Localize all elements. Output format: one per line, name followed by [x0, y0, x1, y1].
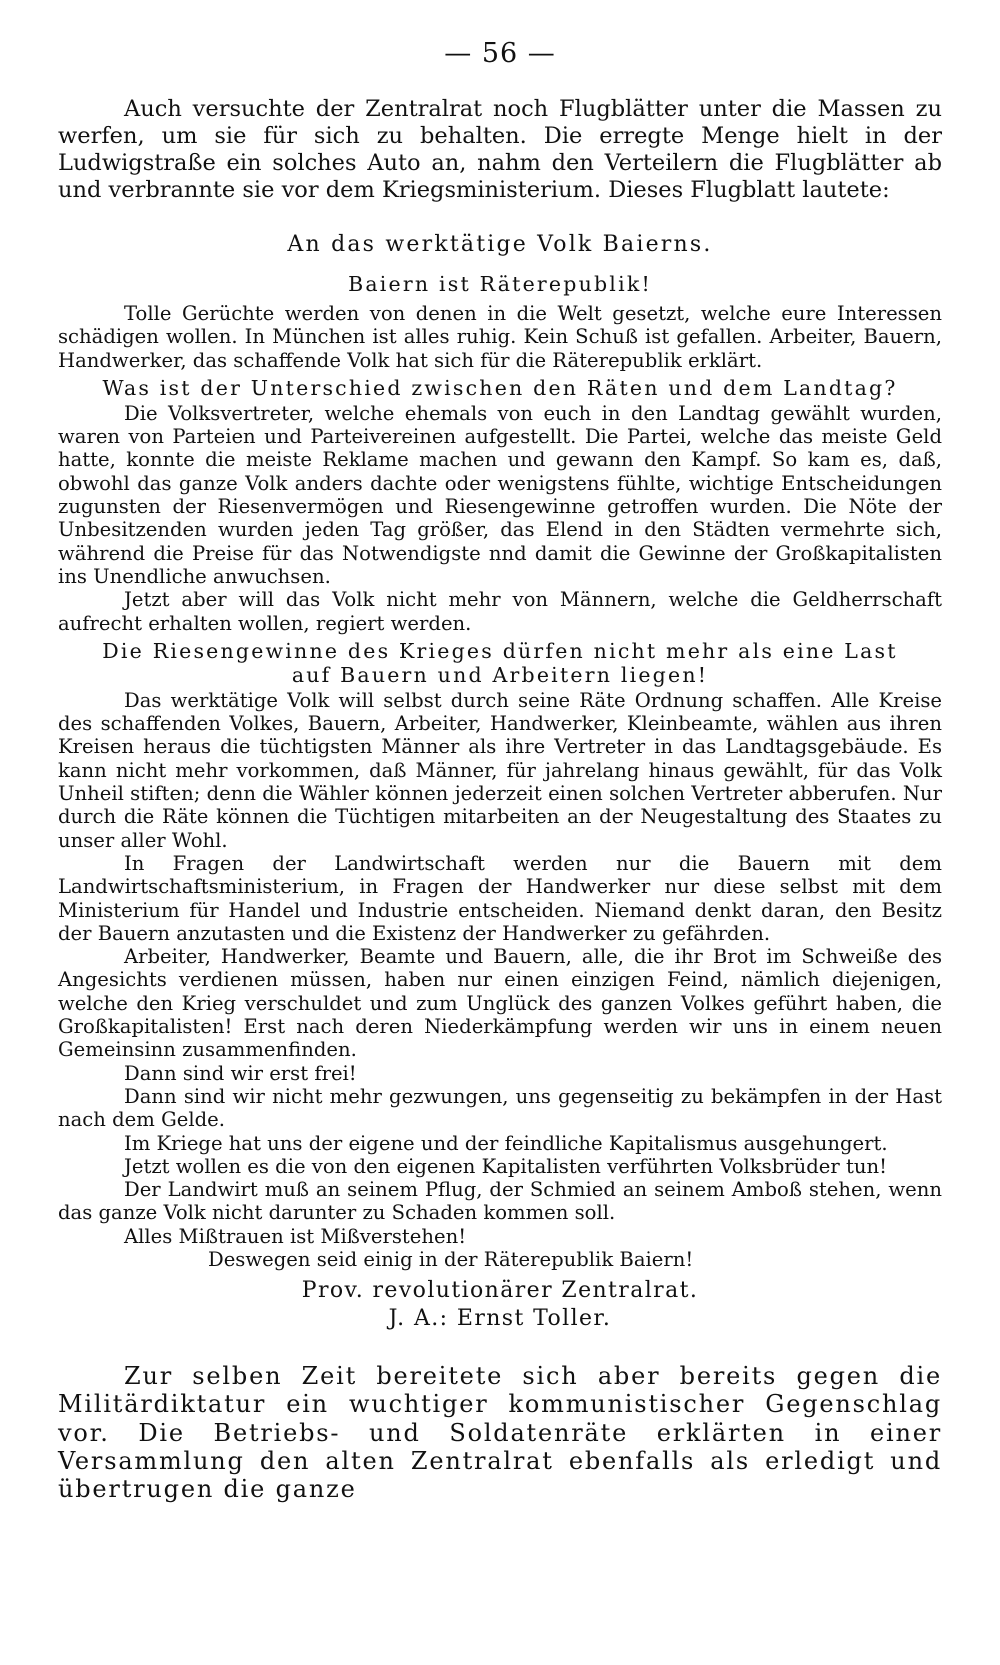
- closing-text: Zur selben Zeit bereitete sich aber bereits gegen die Militärdiktatur ein wuchtiger kommunistischer Gegenschlag vor. Die Betriebs- und Soldatenräte erklärten in einer Versammlung den alten Zentralrat ebenfalls als erledigt und übertrugen die ganze: [58, 1362, 942, 1504]
- leaflet-line-7: Deswegen seid einig in der Räterepublik Baiern!: [208, 1247, 694, 1271]
- leaflet-line-2: Dann sind wir nicht mehr gezwungen, uns gegenseitig zu bekämpfen in der Hast nach dem Gelde.: [58, 1084, 942, 1132]
- leaflet-line-3: Im Kriege hat uns der eigene und der feindliche Kapitalismus ausgehungert.: [124, 1131, 888, 1155]
- leaflet-line-4: Jetzt wollen es die von den eigenen Kapitalisten verführten Volksbrüder tun!: [124, 1154, 887, 1178]
- leaflet-paragraph-5: In Fragen der Landwirtschaft werden nur die Bauern mit dem Landwirtschaftsministerium, in Fragen der Handwerker nur diese selbst mit dem Ministerium für Handel und Industrie entscheiden. Niemand denkt daran, den Besitz der Bauern anzutasten und die Existenz der Handwerker zu gefährden.: [58, 851, 942, 945]
- leaflet-slogan-line-1: Die Riesengewinne des Krieges dürfen nicht mehr als eine Last: [102, 638, 898, 663]
- leaflet: [58, 232, 942, 1333]
- leaflet-question: Was ist der Unterschied zwischen den Räten und dem Landtag?: [102, 375, 898, 400]
- leaflet-line-1: Dann sind wir erst frei!: [124, 1061, 357, 1085]
- leaflet-heading: An das werktätige Volk Baierns.: [287, 232, 713, 257]
- leaflet-paragraph-6: Arbeiter, Handwerker, Beamte und Bauern, alle, die ihr Brot im Schweiße des Angesichts verdienen müssen, haben nur einen einzigen Feind, nämlich diejenigen, welche den Krieg verschuldet und zum Unglück des ganzen Volkes geführt haben, die Großkapitalisten! Erst nach deren Niederkämpfung werden wir uns in einem neuen Gemeinsinn zusammenfinden.: [58, 945, 942, 1062]
- leaflet-paragraph-3: Jetzt aber will das Volk nicht mehr von Männern, welche die Geldherrschaft aufrecht erhalten wollen, regiert werden.: [58, 588, 942, 635]
- intro-paragraph: [58, 96, 942, 204]
- leaflet-paragraph-2: Die Volksvertreter, welche ehemals von euch in den Landtag gewählt wurden, waren von Parteien und Parteivereinen aufgestellt. Die Partei, welche das meiste Geld hatte, konnte die meiste Reklame machen und gewann den Kampf. So kam es, daß, obwohl das ganze Volk anders dachte oder wenigstens fühlte, wichtige Entscheidungen zugunsten der Riesenvermögen und Riesengewinne getroffen wurden. Die Nöte der Unbesitzenden wurden jeden Tag größer, das Elend in den Städten vermehrte sich, während die Preise für das Notwendigste nnd damit die Gewinne der Großkapitalisten ins Unendliche anwuchsen.: [58, 401, 942, 588]
- leaflet-slogan-line-2: auf Bauern und Arbeitern liegen!: [291, 662, 709, 687]
- leaflet-paragraph-4: Das werktätige Volk will selbst durch seine Räte Ordnung schaffen. Alle Kreise des schaffenden Volkes, Bauern, Arbeiter, Handwerker, Kleinbeamte, wählen aus ihren Kreisen heraus die tüchtigsten Männer als ihre Vertreter in das Landtagsgebäude. Es kann nicht mehr vorkommen, daß Männer, für jahrelang hinaus gewählt, für das Volk Unheil stiften; denn die Wähler können jederzeit einen solchen Vertreter abberufen. Nur durch die Räte können die Tüchtigen mitarbeiten an der Neugestaltung des Staates zu unser aller Wohl.: [58, 688, 942, 852]
- leaflet-line-5: Der Landwirt muß an seinem Pflug, der Schmied an seinem Amboß stehen, wenn das ganze Volk nicht darunter zu Schaden kommen soll.: [58, 1178, 942, 1225]
- leaflet-line-6: Alles Mißtrauen ist Mißverstehen!: [124, 1224, 467, 1248]
- leaflet-paragraph-1: Tolle Gerüchte werden von denen in die Welt gesetzt, welche eure Interessen schädigen wollen. In München ist alles ruhig. Kein Schuß ist gefallen. Arbeiter, Bauern, Handwerker, das schaffende Volk hat sich für die Räterepublik erklärt.: [58, 302, 942, 372]
- leaflet-signature-name: J. A.: Ernst Toller.: [388, 1306, 612, 1332]
- page-number: — 56 —: [444, 38, 556, 69]
- leaflet-signature-org: Prov. revolutionärer Zentralrat.: [301, 1278, 699, 1304]
- intro-text: Auch versuchte der Zentralrat noch Flugblätter unter die Massen zu werfen, um sie für sich zu behalten. Die erregte Menge hielt in der Ludwigstraße ein solches Auto an, nahm den Verteilern die Flugblätter ab und verbrannte sie vor dem Kriegsministerium. Dieses Flugblatt lautete:: [58, 96, 942, 203]
- closing-paragraph: [58, 1362, 942, 1503]
- leaflet-subheading: Baiern ist Räterepublik!: [348, 272, 652, 296]
